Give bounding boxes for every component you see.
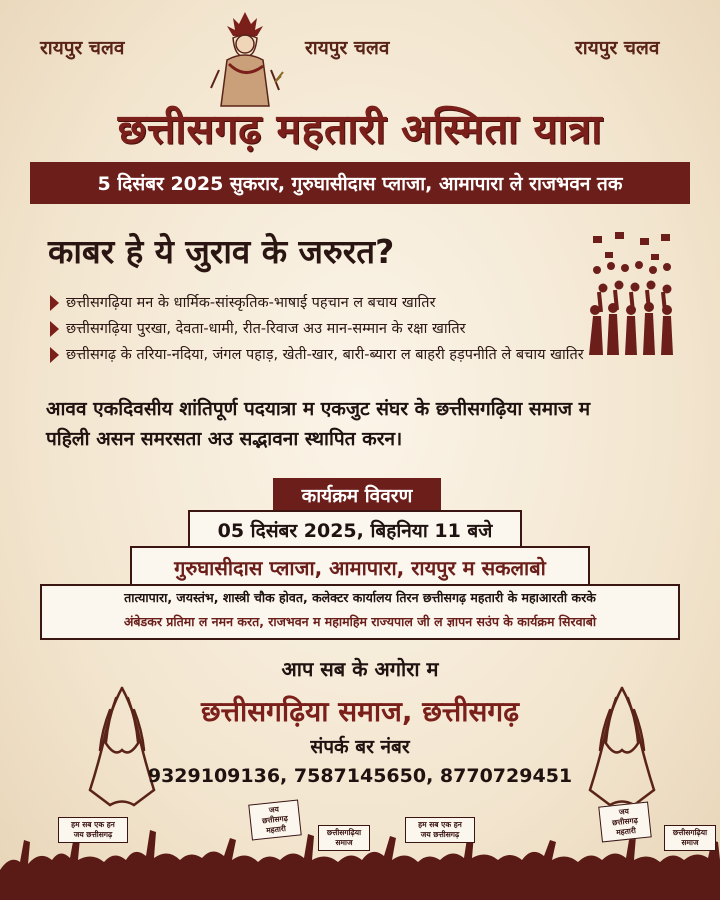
program-details-label: कार्यक्रम विवरण (273, 478, 441, 512)
placard-line: जय छत्तीसगढ़ (73, 830, 113, 839)
appeal-line-2: पहिली असन समरसता अउ सद्भावना स्थापित करन। (46, 428, 403, 450)
reasons-list (50, 290, 700, 368)
placard-line: छत्तीसगढ़ (611, 815, 639, 828)
placard-line: जय छत्तीसगढ़ (420, 830, 460, 839)
placard-sign (664, 825, 716, 851)
placard-line: समाज (335, 838, 353, 847)
placard-line: छत्तीसगढ़िया (672, 828, 708, 837)
goddess-figure-icon (205, 10, 285, 108)
reason-item (50, 342, 700, 368)
top-call-center: रायपुर चलव (305, 37, 390, 59)
placard-sign (598, 801, 651, 842)
date-band: 5 दिसंबर 2025 सुकरार, गुरुघासीदास प्लाजा, आमापारा ले राजभवन तक (30, 162, 690, 204)
placard-line: जय (268, 804, 280, 815)
route-line-2: अंबेडकर प्रतिमा ल नमन करत, राजभवन म महामहिम राज्यपाल जी ल ज्ञापन सउंप के कार्यक्रम सिरवाबो (123, 614, 597, 629)
reason-item (50, 290, 700, 316)
placard-line: छत्तीसगढ़ (261, 813, 289, 826)
question-heading: काबर हे ये जुराव के जरुरत? (48, 232, 395, 271)
placard-line: महतारी (615, 825, 637, 837)
placard-sign (58, 817, 128, 843)
reason-text: छत्तीसगढ़ के तरिया-नदिया, जंगल पहाड़, खेती-खार, बारी-ब्यारा ल बाहरी हड़पनीति ले बचाय खातिर (66, 347, 584, 363)
reason-text: छत्तीसगढ़िया मन के धार्मिक-सांस्कृतिक-भाषाई पहचान ल बचाय खातिर (66, 295, 436, 311)
placard-line: महतारी (265, 823, 287, 835)
appeal-paragraph (46, 394, 686, 454)
title: छत्तीसगढ़ महतारी अस्मिता यात्रा (117, 105, 603, 153)
organization-name: छत्तीसगढ़िया समाज, छत्तीसगढ़ (201, 695, 519, 728)
top-call-right: रायपुर चलव (575, 37, 660, 59)
placard-line: हम सब एक हन (418, 820, 462, 829)
appeal-line-1: आवव एकदिवसीय शांतिपूर्ण पदयात्रा म एकजुट संघर के छत्तीसगढ़िया समाज म (46, 398, 591, 420)
program-venue: गुरुघासीदास प्लाजा, आमापारा, रायपुर म सकलाबो (130, 546, 590, 588)
placard-line: जय (618, 806, 630, 817)
placard-line: छत्तीसगढ़िया (326, 828, 362, 837)
placard-sign (248, 799, 301, 840)
top-call-left: रायपुर चलव (40, 37, 125, 59)
placard-sign (318, 825, 370, 851)
program-datetime: 05 दिसंबर 2025, बिहनिया 11 बजे (188, 510, 522, 550)
await-line: आप सब के अगोरा म (281, 657, 439, 681)
phone-numbers: 9329109136, 7587145650, 8770729451 (147, 765, 573, 787)
reason-text: छत्तीसगढ़िया पुरखा, देवता-धामी, रीत-रिवाज अउ मान-सम्मान के रक्षा खातिर (66, 321, 466, 337)
program-route (40, 584, 680, 640)
placard-sign (405, 817, 475, 843)
placard-line: समाज (681, 838, 699, 847)
placard-line: हम सब एक हन (71, 820, 115, 829)
bullet-icon (50, 295, 59, 311)
contact-label: संपर्क बर नंबर (310, 736, 410, 758)
reason-item (50, 316, 700, 342)
bullet-icon (50, 321, 59, 337)
bullet-icon (50, 347, 59, 363)
route-line-1: तात्यापारा, जयस्तंभ, शास्त्री चौक होवत, कलेक्टर कार्यालय तिरन छत्तीसगढ़ महतारी के महाआरती करके (124, 590, 596, 605)
